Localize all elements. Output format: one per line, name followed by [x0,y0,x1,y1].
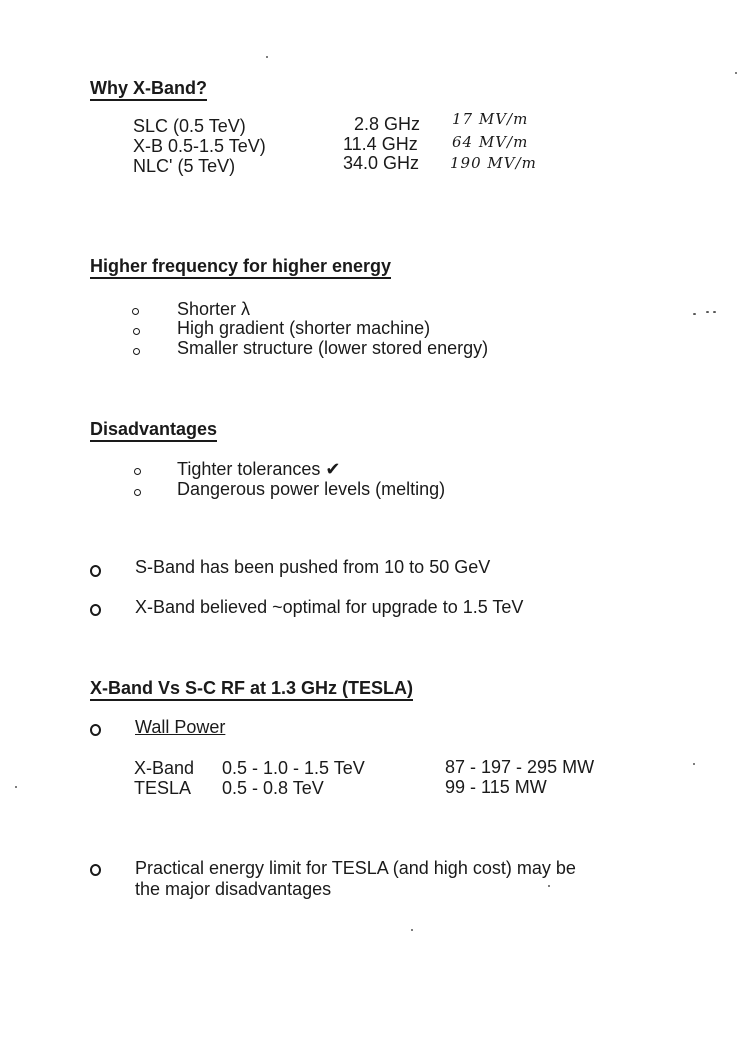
scan-speck [266,56,268,58]
machine-xband: X-B 0.5-1.5 TeV) [133,136,266,156]
bullet-icon [90,724,101,736]
point-sband-pushed: S-Band has been pushed from 10 to 50 GeV [135,557,491,577]
wall-power-label: Wall Power [135,717,226,737]
bullet-icon [90,604,101,616]
conclusion-line-2: the major disadvantages [135,879,332,899]
scan-speck [693,313,696,315]
bullet-icon [134,489,141,496]
heading-xband-vs-tesla: X-Band Vs S-C RF at 1.3 GHz (TESLA) [90,678,413,701]
bullet-icon [133,348,140,355]
point-xband-optimal: X-Band believed ~optimal for upgrade to 1.5 TeV [135,597,524,617]
bullet-icon [133,328,140,335]
list-item-shorter-lambda: Shorter λ [177,299,251,319]
bullet-icon [90,565,101,577]
heading-disadvantages: Disadvantages [90,419,217,442]
list-item-high-gradient: High gradient (shorter machine) [177,318,431,338]
list-item-tighter-tolerances: Tighter tolerances ✔ [177,459,341,479]
comparison-name-xband: X-Band [134,758,195,778]
comparison-power-tesla: 99 - 115 MW [445,777,547,797]
comparison-energy-tesla: 0.5 - 0.8 TeV [222,778,324,798]
comparison-energy-xband: 0.5 - 1.0 - 1.5 TeV [222,758,365,778]
heading-why-xband: Why X-Band? [90,78,207,101]
gradient-note-slc: 17 MV/m [452,110,529,128]
bullet-icon [132,308,139,315]
scan-speck [15,786,17,788]
bullet-icon [90,864,101,876]
machine-slc: SLC (0.5 TeV) [133,116,246,136]
gradient-note-xband: 64 MV/m [452,133,529,151]
scan-speck [548,885,550,887]
scan-speck [693,763,695,765]
bullet-icon [134,468,141,475]
machine-nlc: NLC' (5 TeV) [133,156,236,176]
comparison-power-xband: 87 - 197 - 295 MW [445,757,595,777]
list-item-smaller-structure: Smaller structure (lower stored energy) [177,338,489,358]
scan-speck [411,929,413,931]
conclusion-line-1: Practical energy limit for TESLA (and high cost) may be [135,858,576,878]
list-item-dangerous-power: Dangerous power levels (melting) [177,479,446,499]
comparison-name-tesla: TESLA [134,778,192,798]
scan-speck [713,311,716,313]
frequency-slc: 2.8 GHz [354,114,421,134]
frequency-nlc: 34.0 GHz [343,153,420,173]
scan-speck [735,72,737,74]
frequency-xband: 11.4 GHz [343,134,418,154]
scan-speck [706,311,709,313]
gradient-note-nlc: 190 MV/m [450,154,537,172]
heading-higher-frequency: Higher frequency for higher energy [90,256,391,279]
